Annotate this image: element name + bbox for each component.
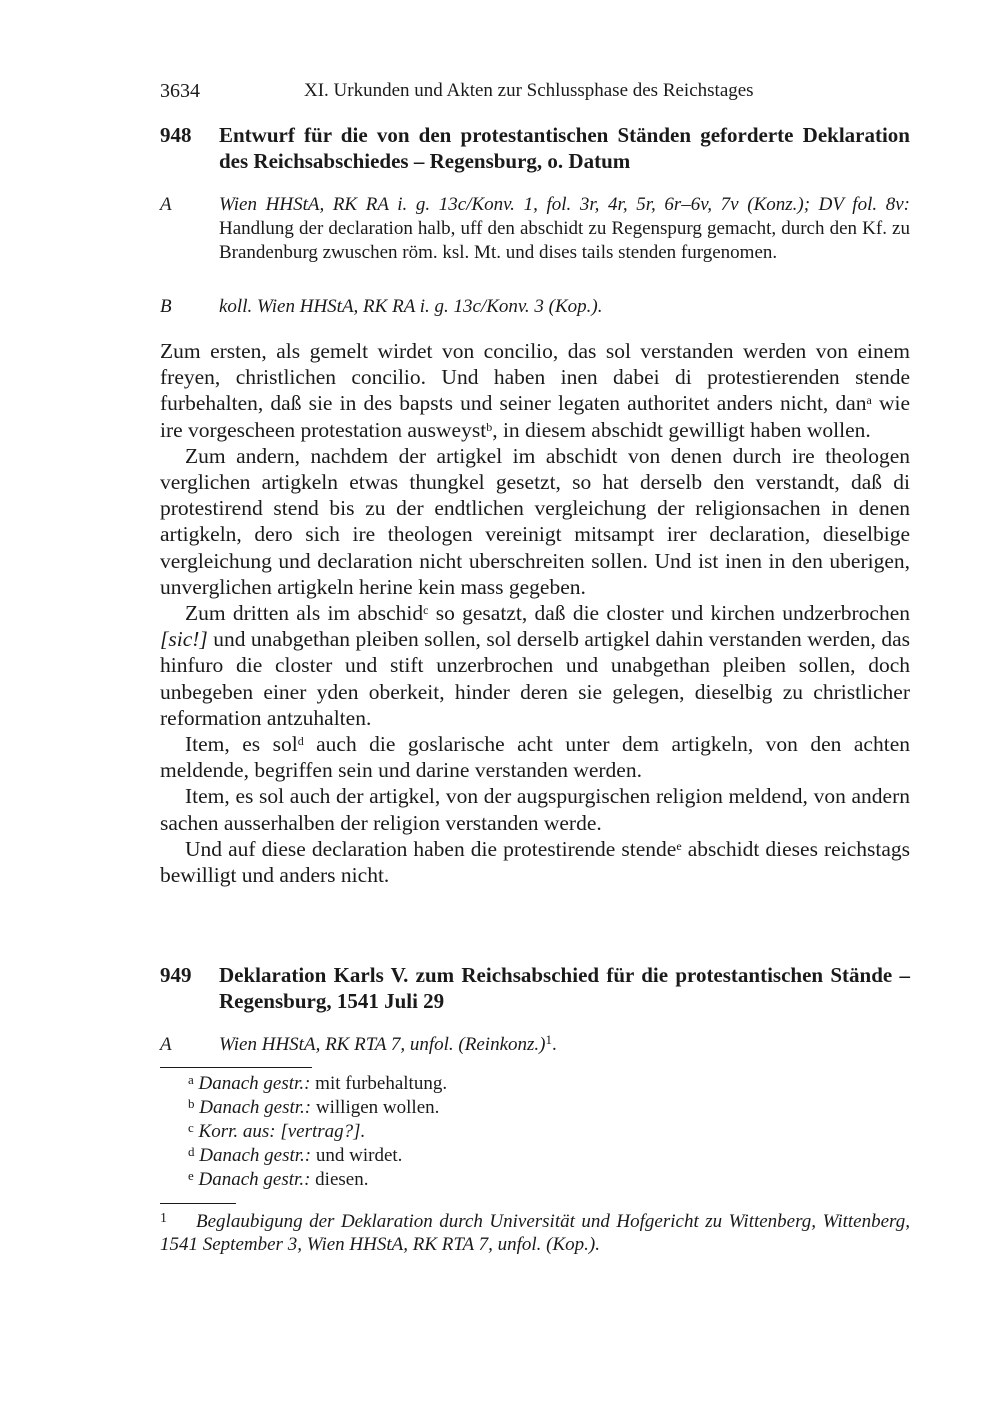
doc-949-source-a: A Wien HHStA, RK RTA 7, unfol. (Reinkonz.)$^1$. bbox=[160, 1032, 557, 1055]
apparatus-ref-d: d bbox=[297, 734, 304, 749]
source-citation: Wien HHStA, RK RA i. g. 13c/Konv. 1, fol. 3r, 4r, 5r, 6r–6v, 7v (Konz.); DV fol. 8v: bbox=[219, 194, 910, 215]
apparatus-note-b: $^b$ Danach gestr.: willigen wollen. bbox=[188, 1096, 440, 1118]
doc-948-number: 948 bbox=[160, 123, 192, 147]
apparatus-rule bbox=[160, 1067, 312, 1068]
apparatus-ref-a: a bbox=[866, 393, 872, 408]
doc-949-title: Deklaration Karls V. zum Reichsabschied für die protestantischen Stände – Regensburg, 1541 Juli 29 bbox=[219, 963, 910, 1013]
footnote-1: 1 Beglaubigung der Deklaration durch Universität und Hofgericht zu Wittenberg, Wittenberg, 1541 September 3, Wien HHStA, RK RTA 7, unfol. (Kop.). bbox=[160, 1211, 910, 1255]
apparatus-note-a: $^a$ Danach gestr.: mit furbehaltung. bbox=[188, 1072, 448, 1094]
doc-949-heading bbox=[160, 962, 910, 1014]
footnote-rule bbox=[160, 1203, 236, 1204]
source-citation: Wien HHStA, RK RTA 7, unfol. (Reinkonz.) bbox=[219, 1034, 546, 1055]
doc-948-heading bbox=[160, 122, 910, 174]
source-sigil: B bbox=[160, 296, 172, 317]
apparatus-ref-c: c bbox=[423, 603, 429, 618]
running-head bbox=[160, 80, 910, 106]
footnote-text: Beglaubigung der Deklaration durch Universität und Hofgericht zu Wittenberg, Wittenberg, 1541 September 3, Wien HHStA, RK RTA 7, unfol. (Kop.). bbox=[160, 1211, 910, 1255]
paragraph-5: Item, es sol auch der artigkel, von der augspurgischen religion meldend, von andern sachen ausserhalben der religion verstanden werde. bbox=[160, 784, 910, 835]
doc-948-source-a bbox=[160, 193, 910, 265]
apparatus-ref-e: e bbox=[676, 838, 682, 853]
source-citation: koll. Wien HHStA, RK RA i. g. 13c/Konv. 3 (Kop.). bbox=[219, 296, 603, 317]
doc-948-source-b bbox=[160, 295, 910, 319]
paragraph-1: Zum ersten, als gemelt wirdet von concilio, das sol verstanden werden von einem freyen, christlichen concilio. Und haben inen dabei di protestierenden stende furbehalten, daß sie in des bapsts und seiner legaten authoritet anders nicht, dan$^a$ wie ire vorgescheen protestation ausweyst$^b$, in diesem abschidt gewilligt haben wollen. bbox=[160, 339, 910, 442]
apparatus-note-e: $^e$ Danach gestr.: diesen. bbox=[188, 1168, 369, 1190]
page-number: 3634 bbox=[160, 80, 200, 102]
paragraph-2: Zum andern, nachdem der artigkel im abschidt von denen durch ire theologen verglichen artigkeln etwas thungkel gesetzt, so hat derselb den verstandt, daß di protestirend stend bis zu der endtlichen vergleichung der religionsachen in denen artigkeln, dero sich ire theologen vereinigt mitsampt irer declaration, dieselbige vergleichung und declaration nicht uberschreiten sollen. Und ist inen in den uberigen, unverglichen artigkeln herine kein mass gegeben. bbox=[160, 443, 910, 599]
apparatus-note-d: $^d$ Danach gestr.: und wirdet. bbox=[188, 1144, 403, 1166]
doc-948-text bbox=[160, 338, 910, 888]
critical-apparatus bbox=[160, 1072, 910, 1192]
apparatus-ref-b: b bbox=[486, 419, 493, 434]
footnote-ref-1: 1 bbox=[545, 1032, 552, 1047]
source-endorsement: Handlung der declaration halb, uff den abschidt zu Regenspurg gemacht, durch den Kf. zu Brandenburg zwuschen röm. ksl. Mt. und dises tails stenden furgenomen. bbox=[219, 218, 910, 263]
apparatus-note-c: $^c$ Korr. aus: [vertrag?]. bbox=[188, 1120, 366, 1142]
source-sigil: A bbox=[160, 1034, 172, 1055]
doc-948-title: Entwurf für die von den protestantischen Ständen geforderte Deklaration des Reichsabschiedes – Regensburg, o. Datum bbox=[219, 123, 910, 173]
doc-949-number: 949 bbox=[160, 963, 192, 987]
source-sigil: A bbox=[160, 194, 172, 215]
sic-note: [sic!] bbox=[160, 627, 208, 652]
paragraph-3: Zum dritten als im abschid$^c$ so gesatzt, daß die closter und kirchen undzerbrochen [sic!] und unabgethan pleiben sollen, sol derselb artigkel dahin verstanden werden, das hinfuro die closter und stift unzerbrochen und unabgethan pleiben sollen, doch unbegeben einer yden oberkeit, hinder deren sie gelegen, dieselbig zu christlicher reformation antzuhalten. bbox=[160, 601, 910, 730]
running-title: XI. Urkunden und Akten zur Schlussphase des Reichstages bbox=[304, 80, 754, 101]
paragraph-4: Item, es sol$^d$ auch die goslarische acht unter dem artigkeln, von den achten meldende, begriffen sein und darine verstanden werden. bbox=[160, 732, 910, 783]
paragraph-6: Und auf diese declaration haben die protestirende stende$^e$ abschidt dieses reichstags bewilligt und anders nicht. bbox=[160, 836, 910, 888]
